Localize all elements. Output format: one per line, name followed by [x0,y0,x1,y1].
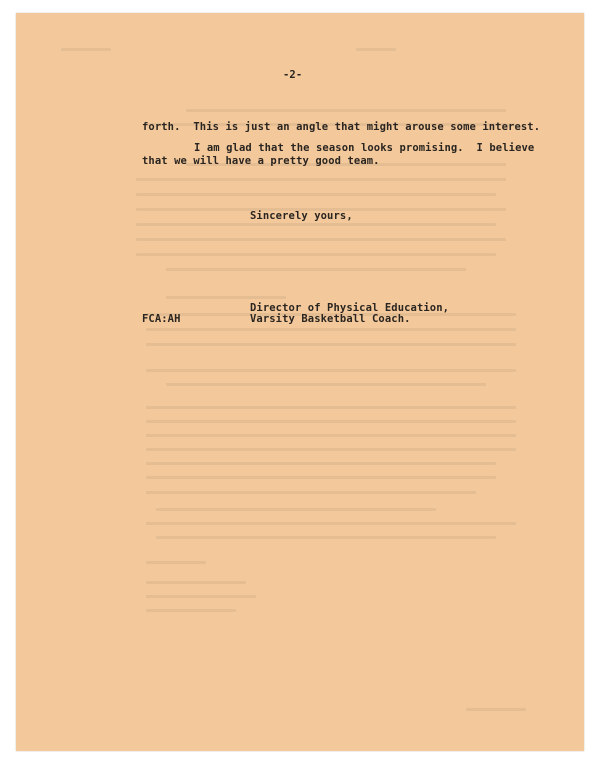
initials: FCA:AH [142,313,181,325]
signature-title-line-2: Varsity Basketball Coach. [250,313,411,325]
closing: Sincerely yours, [250,210,353,222]
paragraph-2-line-1: I am glad that the season looks promising. I believe [194,142,535,154]
paragraph-1-line-1: forth. This is just an angle that might arouse some interest. [142,121,541,133]
page-number: -2- [283,69,303,81]
signature-title-line-1: Director of Physical Education, [250,302,450,314]
letter-page [16,13,584,751]
paragraph-2-line-2: that we will have a pretty good team. [142,155,380,167]
